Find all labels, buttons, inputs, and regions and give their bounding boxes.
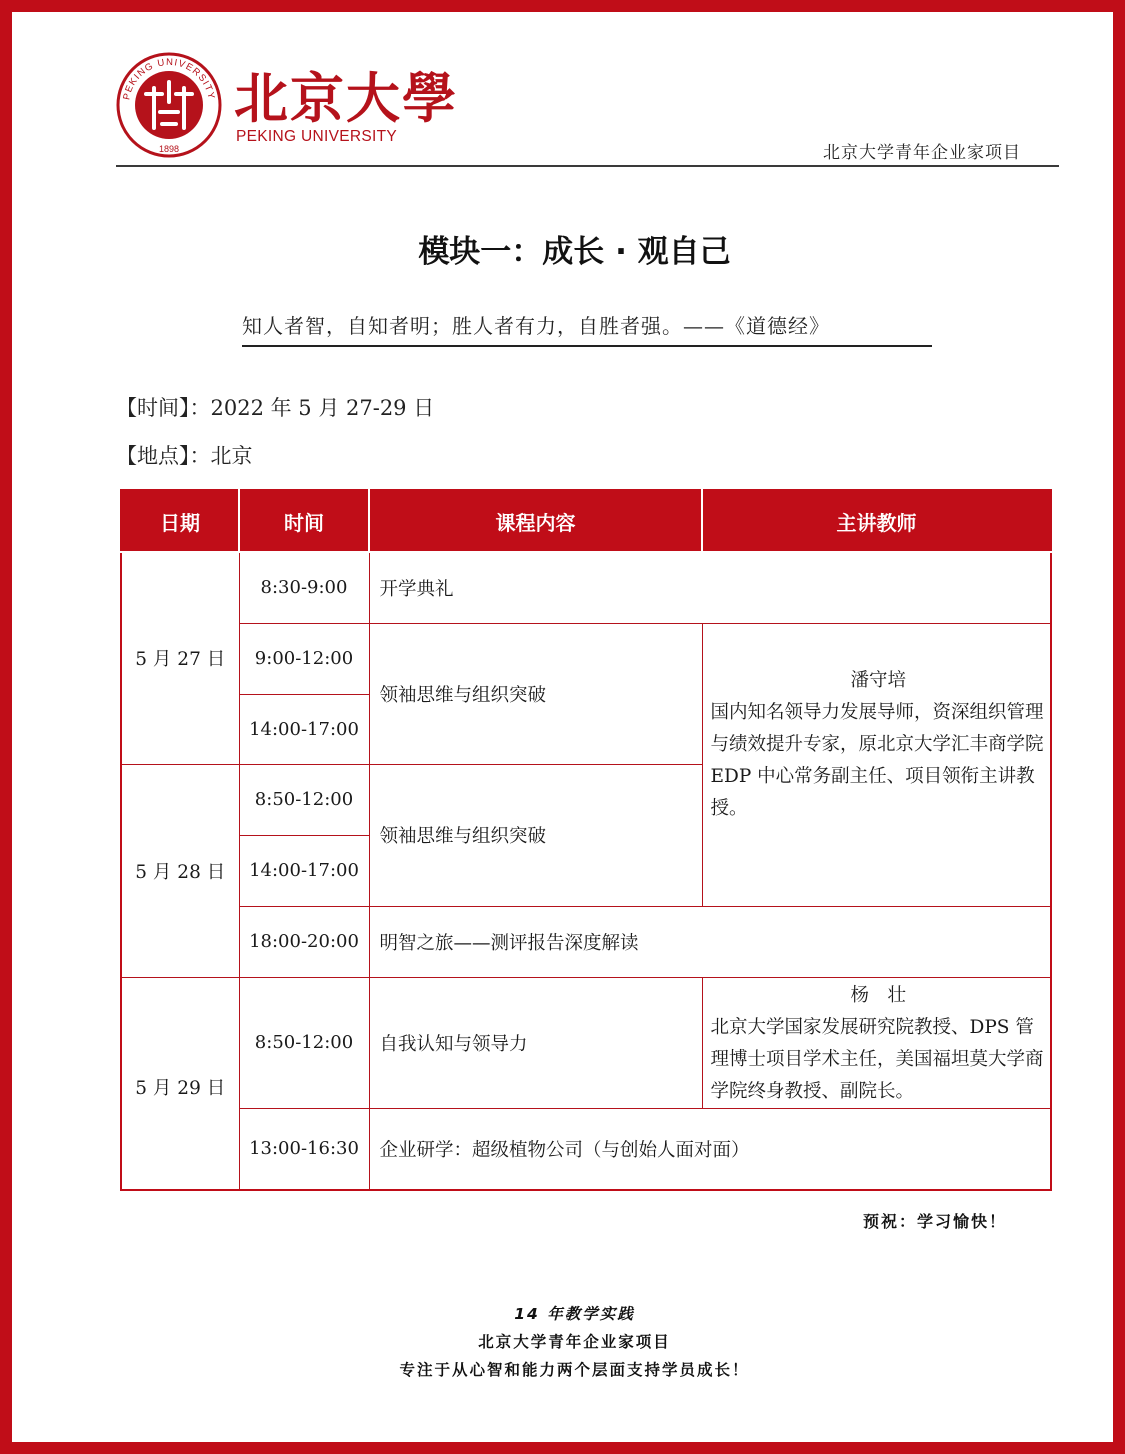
header-program-name: 北京大学青年企业家项目 [823,143,1021,163]
table-row [121,1108,1051,1190]
teacher-name: 潘守培 [850,669,906,691]
logo-chinese-name: 北京大學 [234,66,458,130]
module-title: 模块一：成长 · 观自己 [418,234,731,270]
table-row [121,552,1051,623]
header-teacher: 主讲教师 [702,490,1051,552]
quote: 知人者智，自知者明；胜人者有力，自胜者强。——《道德经》 [242,310,932,347]
date-cell: 5 月 27 日 [121,552,239,764]
course-cell: 领袖思维与组织突破 [369,764,702,906]
info-place: 【地点】：北京 [116,444,253,468]
time-cell: 8:30-9:00 [239,552,369,623]
footer-line-2: 北京大学青年企业家项目 [478,1333,671,1351]
peking-university-seal-icon [116,52,222,158]
schedule-table [120,489,1052,1191]
time-cell: 8:50-12:00 [239,764,369,835]
header-course: 课程内容 [369,490,702,552]
time-cell: 14:00-17:00 [239,835,369,906]
header-date: 日期 [121,490,239,552]
date-cell: 5 月 29 日 [121,977,239,1190]
table-row [121,977,1051,1108]
footer-line-3: 专注于从心智和能力两个层面支持学员成长！ [399,1361,750,1379]
course-cell: 开学典礼 [369,552,1051,623]
footer-line-1: 14 年教学实践 [514,1305,635,1323]
date-cell: 5 月 28 日 [121,764,239,977]
teacher-name: 杨 壮 [850,984,906,1006]
course-cell: 企业研学：超级植物公司（与创始人面对面） [369,1108,1051,1190]
teacher-description: 北京大学国家发展研究院教授、DPS 管理博士项目学术主任，美国福坦莫大学商学院终身教授、副院长。 [710,1016,1044,1102]
teacher-description: 国内知名领导力发展导师，资深组织管理与绩效提升专家，原北京大学汇丰商学院 EDP 中心常务副主任、项目领衔主讲教授。 [710,701,1044,819]
header-time: 时间 [239,490,369,552]
header-divider [116,165,1059,167]
course-cell: 明智之旅——测评报告深度解读 [369,906,1051,977]
time-cell: 9:00-12:00 [239,623,369,694]
info-time: 【时间】：2022 年 5 月 27-29 日 [116,396,435,420]
seal-ring-text: PEKING UNIVERSITY [121,56,217,101]
table-header-row [121,490,1051,552]
table-row [121,623,1051,694]
time-cell: 14:00-17:00 [239,694,369,764]
table-row [121,906,1051,977]
logo-english-name: PEKING UNIVERSITY [236,128,397,145]
time-cell: 8:50-12:00 [239,977,369,1108]
time-cell: 18:00-20:00 [239,906,369,977]
course-cell: 领袖思维与组织突破 [369,623,702,764]
teacher-cell [702,623,1051,906]
closing-wish: 预祝：学习愉快！ [862,1212,1007,1231]
time-cell: 13:00-16:30 [239,1108,369,1190]
course-cell: 自我认知与领导力 [369,977,702,1108]
teacher-cell [702,977,1051,1108]
seal-year: 1898 [158,144,180,154]
